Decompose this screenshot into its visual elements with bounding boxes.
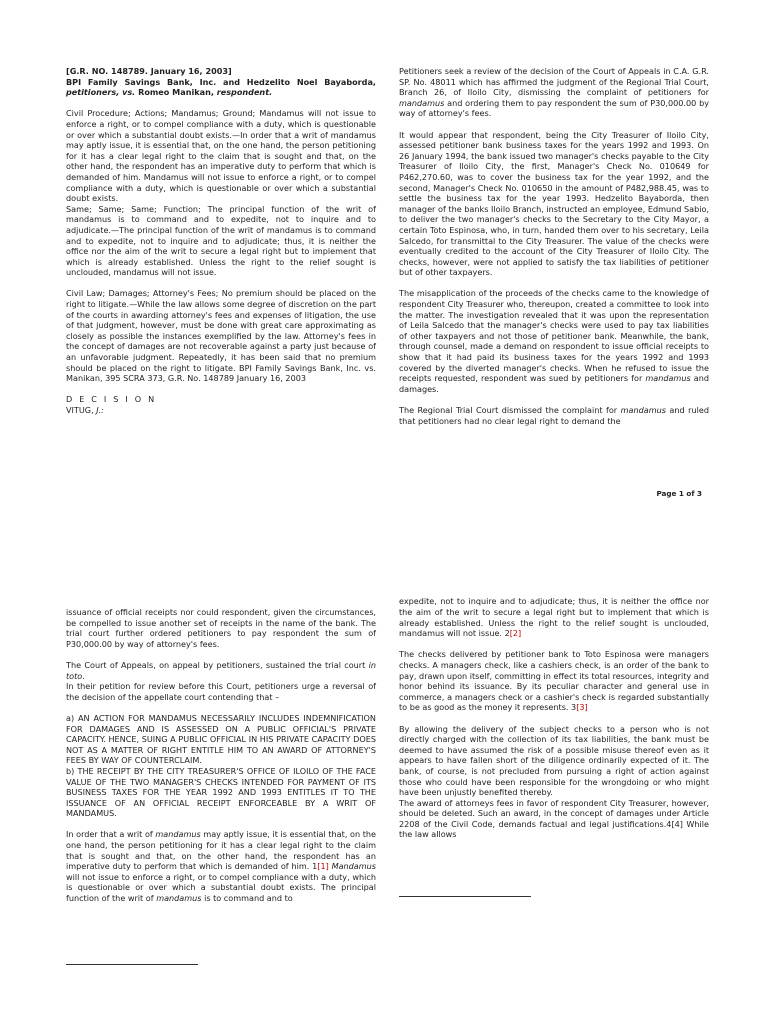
caption-role-respondent: respondent. <box>216 87 273 98</box>
ponente-line <box>66 405 376 416</box>
text-run: expedite, not to inquire and to adjudicate; thus, it is neither the office nor the aim of the writ to secure a legal right but to implement that which is already established. Unless the right to the relief sought is unclouded, mandamus will not issue. 2 <box>399 596 709 639</box>
text-run: is to command and to <box>201 893 293 904</box>
case-reference: [G.R. NO. 148789. January 16, 2003] <box>66 66 232 76</box>
body-paragraph-appeal <box>66 660 376 681</box>
footnote-divider-left <box>66 964 198 965</box>
italic-term: mandamus <box>399 97 445 108</box>
text-run: may aptly issue, it is essential that, on the one hand, the person petitioning for it has a clear legal right to the claim that is sought and that, on the other hand, the respondent has an imperative duty to perform that which is demanded of him. 1 <box>66 829 376 872</box>
assignment-of-error-b: b) THE RECEIPT BY THE CITY TREASURER'S OFFICE OF ILOILO OF THE FACE VALUE OF THE TWO MANAGER'S CHECKS INTENDED FOR PAYMENT OF ITS BUSINESS TAXES FOR THE YEAR 1992 AND 1993 ENTITLES IT TO THE ISSUANCE OF AN OFFICIAL RECEIPT ENFORCEABLE BY A WRIT OF MANDAMUS. <box>66 765 376 819</box>
body-paragraph-mandamus <box>66 829 376 903</box>
body-paragraph-review <box>399 66 709 119</box>
syllabus-paragraph-1: Civil Procedure; Actions; Mandamus; Ground; Mandamus will not issue to enforce a right, or to compel compliance with a duty, which is questionable or over which a substantial doubt exists.—In order that a writ of mandamus may aptly issue, it is essential that, on the one hand, the person petitioning for it has a clear legal right to the claim that is sought and that, on the other hand, the respondent has an imperative duty to perform that which is demanded of him. Mandamus will not issue to enforce a right, or to compel compliance with a duty, which is questionable or over which a substantial doubt exists. <box>66 108 376 204</box>
italic-term: mandamus <box>156 893 202 904</box>
italic-term: mandamus <box>620 405 666 415</box>
text-run: . <box>82 670 85 681</box>
italic-term: mandamus <box>645 373 691 384</box>
body-paragraph-facts: It would appear that respondent, being the City Treasurer of Iloilo City, assessed petitioner bank business taxes for the years 1992 and 1993. On 26 January 1994, the bank issued two manager's checks payable to the City Treasurer of Iloilo City, the first, Manager's Check No. 010649 for P462,270.60, was to cover the business tax for the year 1992, and the second, Manager's Check No. 010650 in the amount of P482,988.45, was to settle the business tax for the year 1993. Hedzelito Bayaborda, then manager of the banks Iloilo Branch, instructed an employee, Edmund Sabio, to deliver the two manager's checks to the Secretary to the City Mayor, a certain Toto Espinosa, who, in turn, handed them over to his secretary, Leila Salcedo, for transmittal to the City Treasurer. The value of the checks were eventually credited to the account of the City Treasurer of Iloilo City. The checks, however, were not applied to satisfy the tax liabilities of petitioner but of other taxpayers. <box>399 129 709 278</box>
text-run: and ordering them to pay respondent the sum of P30,000.00 by way of attorney's fees. <box>399 97 709 119</box>
text-run: The misapplication of the proceeds of the checks came to the knowledge of respondent City Treasurer who, thereupon, created a committee to look into the matter. The investigation revealed that it was upon the representation of Leila Salcedo that the manager's checks were used to pay tax liabilities of other taxpayers and not those of petitioner bank. Meanwhile, the bank, through counsel, made a demand on respondent to issue official receipts to show that it had paid its business taxes for the years 1992 and 1993 covered by the diverted manager's checks. When he refused to issue the receipts requested, respondent was sued by petitioners for <box>399 288 709 384</box>
body-paragraph-managers-checks <box>399 649 709 713</box>
syllabus-paragraph-2: Same; Same; Same; Function; The principal function of the writ of mandamus is to command and to expedite, not to inquire and to adjudicate.—The principal function of the writ of mandamus is to command and to expedite, not to inquire and to adjudicate; thus, it is neither the office nor the aim of the writ to secure a legal right but to implement that which is already established. Unless the right to the relief sought is unclouded, mandamus will not issue. <box>66 203 376 278</box>
caption-parties-petitioners: BPI Family Savings Bank, Inc. and Hedzelito Noel Bayaborda, <box>66 76 376 87</box>
text-run: will not issue to enforce a right, or to compel compliance with a duty, which is questionable or over which a substantial doubt exists. The principal function of the writ of <box>66 871 376 904</box>
caption-parties-respondent: Romeo Manikan, <box>135 87 217 98</box>
body-paragraph-rtc <box>399 405 709 426</box>
document-page-2 <box>0 520 768 1024</box>
page-2-right-column <box>399 596 709 840</box>
footnote-link-2[interactable]: [2] <box>509 628 522 639</box>
decision-heading: D E C I S I O N <box>66 394 157 405</box>
footnote-link-3[interactable]: [3] <box>576 702 588 713</box>
page-1-right-column <box>399 66 709 426</box>
page-number: Page 1 of 3 <box>656 489 702 498</box>
footnote-link-1[interactable]: [1] <box>317 861 329 872</box>
caption-role-petitioners: petitioners, vs. <box>66 87 136 98</box>
body-paragraph-petition: In their petition for review before this Court, petitioners urge a reversal of the decision of the appellate court contending that – <box>66 681 376 702</box>
italic-term: in toto <box>66 659 376 681</box>
italic-term: mandamus <box>155 829 201 840</box>
text-run: and damages. <box>399 373 709 394</box>
italic-term: Mandamus <box>331 861 376 872</box>
text-run: Petitioners seek a review of the decision of the Court of Appeals in C.A. G.R. SP. No. 48011 which has affirmed the judgment of the Regional Trial Court, Branch 26, of Iloilo City, dismissing the complaint of petitioners for <box>399 66 709 98</box>
text-run: In order that a writ of <box>66 829 156 840</box>
body-paragraph-expedite <box>399 596 709 638</box>
body-paragraph-receipts: issuance of official receipts nor could respondent, given the circumstances, be compelled to issue another set of receipts in the name of the bank. The trial court further ordered petitioners to pay respondent the sum of P30,000.00 by way of attorney's fees. <box>66 607 376 649</box>
page-1-left-column <box>66 66 376 416</box>
ponente-name: VITUG, <box>66 405 97 415</box>
text-run: The Court of Appeals, on appeal by petitioners, sustained the trial court <box>66 659 369 670</box>
footnote-divider-right <box>399 896 531 897</box>
body-paragraph-misapplication <box>399 288 709 394</box>
case-caption <box>66 66 376 98</box>
text-run: The checks delivered by petitioner bank to Toto Espinosa were managers checks. A managers check, like a cashiers check, is an order of the bank to pay, drawn upon itself, committing in effect its total resources, integrity and honor behind its issuance. By its peculiar character and general use in commerce, a managers check or a cashier's check is regarded substantially to be as good as the money it represents. 3 <box>399 649 709 713</box>
ponente-role: J.: <box>96 405 104 415</box>
assignment-of-error-a: a) AN ACTION FOR MANDAMUS NECESSARILY INCLUDES INDEMNIFICATION FOR DAMAGES AND IS ASSESSED ON A PUBLIC OFFICIAL'S PRIVATE CAPACITY. HENCE, SUING A PUBLIC OFFICIAL IN HIS PRIVATE CAPACITY DOES NOT AS A MATTER OF RIGHT ENTITLE HIM TO AN AWARD OF ATTORNEY'S FEES BY WAY OF COUNTERCLAIM. <box>66 712 376 766</box>
text-run: and ruled that petitioners had no clear legal right to demand the <box>399 405 709 426</box>
body-paragraph-attorneys-fees: The award of attorneys fees in favor of respondent City Treasurer, however, should be deleted. Such an award, in the concept of damages under Article 2208 of the Civil Code, demands factual and legal justifications.4[4] While the law allows <box>399 797 709 840</box>
syllabus-paragraph-3: Civil Law; Damages; Attorney's Fees; No premium should be placed on the right to litigate.—While the law allows some degree of discretion on the part of the courts in awarding attorney's fees and expenses of litigation, the use of that judgment, however, must be done with great care approximating as closely as possible the instances exemplified by the law. Attorney's fees in the concept of damages are not recoverable against a party just because of an unfavorable judgment. Repeatedly, it has been said that no premium should be placed on the right to litigate. BPI Family Savings Bank, Inc. vs. Manikan, 395 SCRA 373, G.R. No. 148789 January 16, 2003 <box>66 288 376 384</box>
body-paragraph-risk: By allowing the delivery of the subject checks to a person who is not directly charged with the collection of its tax liabilities, the bank must be deemed to have assumed the risk of a possible misuse thereof even as it appears to have fallen short of the diligence ordinarily expected of it. The bank, of course, is not precluded from pursuing a right of action against those who could have been responsible for the wrongdoing or who might have been unjustly benefited thereby. <box>399 723 709 798</box>
page-2-left-column <box>66 607 376 904</box>
text-run: The Regional Trial Court dismissed the complaint for <box>399 405 621 415</box>
